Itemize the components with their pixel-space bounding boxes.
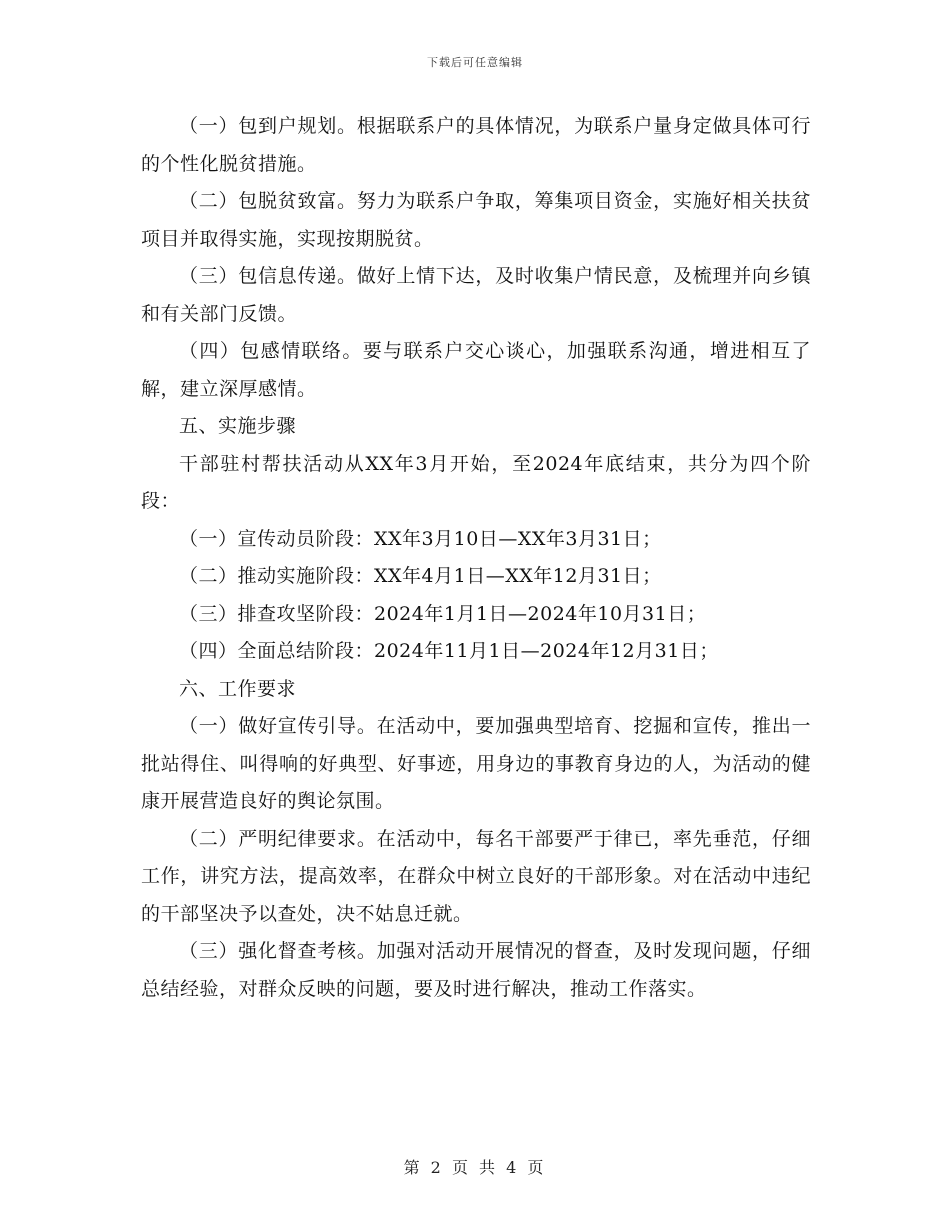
document-body [141,108,811,1008]
paragraph-plan: （一）包到户规划。根据联系户的具体情况，为联系户量身定做具体可行的个性化脱贫措施。 [141,115,811,175]
stage-item-2: （二）推动实施阶段：XX年4月1日—XX年12月31日； [179,565,662,587]
page-number-footer: 第 2 页 共 4 页 [403,1158,547,1177]
stage-item-3: （三）排查攻坚阶段：2024年1月1日—2024年10月31日； [179,602,707,625]
stage-item-4: （四）全面总结阶段：2024年11月1日—2024年12月31日； [179,640,719,662]
stage-item-1: （一）宣传动员阶段：XX年3月10日—XX年3月31日； [179,527,662,550]
paragraph-publicity: （一）做好宣传引导。在活动中，要加强典型培育、挖掘和宣传，推出一批站得住、叫得响的好典型、好事迹，用身边的事教育身边的人，为活动的健康开展营造良好的舆论氛围。 [141,715,811,812]
paragraph-steps-intro: 干部驻村帮扶活动从XX年3月开始，至2024年底结束，共分为四个阶段： [141,452,811,512]
section-heading-requirements: 六、工作要求 [179,677,297,700]
page-header: 下载后可任意编辑 [427,56,523,69]
paragraph-poverty-relief: （二）包脱贫致富。努力为联系户争取，筹集项目资金，实施好相关扶贫项目并取得实施，实现按期脱贫。 [141,190,811,250]
paragraph-supervision: （三）强化督查考核。加强对活动开展情况的督查，及时发现问题，仔细总结经验，对群众反映的问题，要及时进行解决，推动工作落实。 [141,940,811,1000]
paragraph-relations: （四）包感情联络。要与联系户交心谈心，加强联系沟通，增进相互了解，建立深厚感情。 [141,340,811,400]
paragraph-information: （三）包信息传递。做好上情下达，及时收集户情民意，及梳理并向乡镇和有关部门反馈。 [141,265,811,325]
paragraph-discipline: （二）严明纪律要求。在活动中，每名干部要严于律已，率先垂范，仔细工作，讲究方法，提高效率，在群众中树立良好的干部形象。对在活动中违纪的干部坚决予以查处，决不姑息迁就。 [141,827,811,925]
section-heading-steps: 五、实施步骤 [179,415,297,437]
